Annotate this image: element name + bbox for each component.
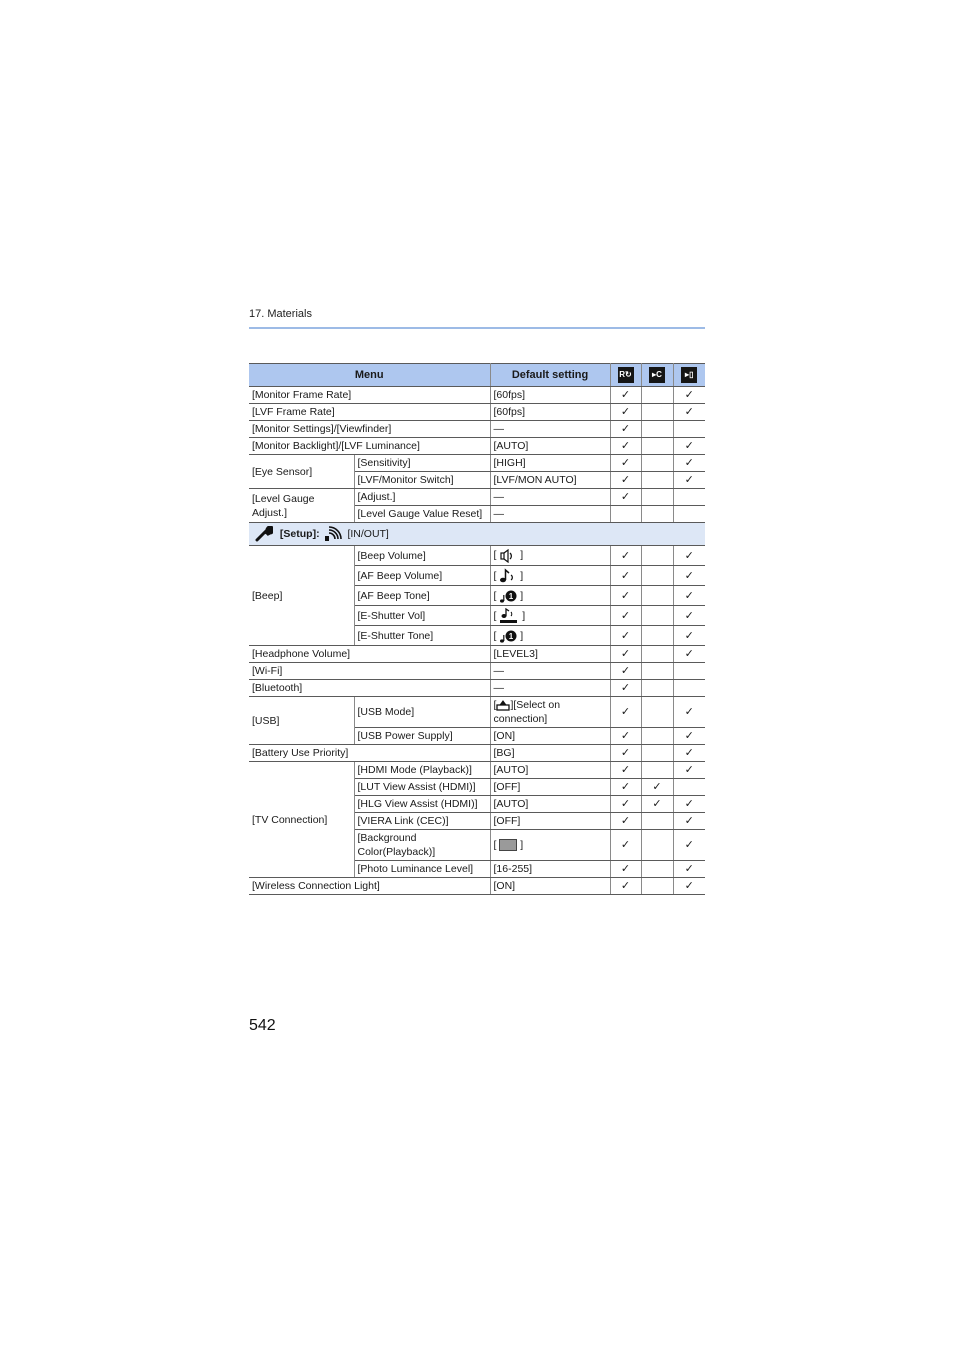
check-cell xyxy=(641,586,673,606)
check-cell xyxy=(641,387,673,404)
check-cell: ✓ xyxy=(610,680,641,697)
submenu-cell: [HDMI Mode (Playback)] xyxy=(354,762,490,779)
settings-table xyxy=(249,363,705,895)
svg-text:1: 1 xyxy=(509,591,514,601)
table-row xyxy=(249,663,705,680)
submenu-cell: [Level Gauge Value Reset] xyxy=(354,506,490,523)
default-cell: — xyxy=(490,489,610,506)
check-cell: ✓ xyxy=(673,796,705,813)
check-cell xyxy=(673,680,705,697)
submenu-cell: [USB Mode] xyxy=(354,697,490,728)
default-cell: [AUTO] xyxy=(490,796,610,813)
check-cell: ✓ xyxy=(610,546,641,566)
check-cell: ✓ xyxy=(610,421,641,438)
default-cell: — xyxy=(490,506,610,523)
music-note-tone-icon xyxy=(499,588,517,604)
check-cell: ✓ xyxy=(610,566,641,586)
check-cell: ✓ xyxy=(673,813,705,830)
check-cell xyxy=(641,506,673,523)
check-cell xyxy=(673,489,705,506)
menu-cell: [Wireless Connection Light] xyxy=(249,878,490,895)
bracket-close: ] xyxy=(520,549,524,562)
table-row xyxy=(249,546,705,566)
check-cell: ✓ xyxy=(610,779,641,796)
check-cell xyxy=(641,455,673,472)
check-cell: ✓ xyxy=(673,455,705,472)
check-cell: ✓ xyxy=(610,728,641,745)
section-value: [IN/OUT] xyxy=(347,527,389,540)
check-cell: ✓ xyxy=(673,438,705,455)
default-cell: — xyxy=(490,680,610,697)
submenu-cell: [Adjust.] xyxy=(354,489,490,506)
default-cell: [OFF] xyxy=(490,779,610,796)
check-cell xyxy=(641,878,673,895)
bracket-open: [ xyxy=(493,569,497,582)
check-cell: ✓ xyxy=(673,728,705,745)
default-cell: [60fps] xyxy=(490,404,610,421)
check-cell: ✓ xyxy=(673,546,705,566)
submenu-cell: [LUT View Assist (HDMI)] xyxy=(354,779,490,796)
check-cell: ✓ xyxy=(673,586,705,606)
menu-cell: [Monitor Backlight]/[LVF Luminance] xyxy=(249,438,490,455)
submenu-cell: [E-Shutter Vol] xyxy=(354,606,490,626)
check-cell: ✓ xyxy=(610,697,641,728)
check-cell: ✓ xyxy=(610,404,641,421)
check-cell: ✓ xyxy=(610,830,641,861)
group-cell: [Level Gauge Adjust.] xyxy=(249,489,354,523)
check-cell: ✓ xyxy=(673,387,705,404)
table-row xyxy=(249,646,705,663)
default-cell xyxy=(490,586,610,606)
menu-cell: [Monitor Frame Rate] xyxy=(249,387,490,404)
table-row xyxy=(249,762,705,779)
photo-mode-header xyxy=(610,364,641,387)
default-cell: [LEVEL3] xyxy=(490,646,610,663)
default-column-header: Default setting xyxy=(490,364,610,387)
table-row xyxy=(249,745,705,762)
check-cell: ✓ xyxy=(673,626,705,646)
default-cell: [60fps] xyxy=(490,387,610,404)
chapter-title: 17. Materials xyxy=(249,308,312,320)
bracket-close: ] xyxy=(520,839,524,851)
check-cell: ✓ xyxy=(673,861,705,878)
default-cell xyxy=(490,606,610,626)
usb-default-close: ] xyxy=(510,699,514,711)
custom-header xyxy=(673,364,705,387)
table-row xyxy=(249,878,705,895)
submenu-cell: [LVF/Monitor Switch] xyxy=(354,472,490,489)
menu-cell: [Headphone Volume] xyxy=(249,646,490,663)
bracket-open: [ xyxy=(493,839,497,851)
check-cell: ✓ xyxy=(673,830,705,861)
default-cell: [AUTO] xyxy=(490,438,610,455)
check-cell: ✓ xyxy=(610,745,641,762)
table-row xyxy=(249,404,705,421)
table-header-row xyxy=(249,364,705,387)
check-cell xyxy=(641,646,673,663)
submenu-cell: [AF Beep Tone] xyxy=(354,586,490,606)
check-cell xyxy=(641,813,673,830)
menu-cell: [Bluetooth] xyxy=(249,680,490,697)
page-number: 542 xyxy=(249,1017,276,1034)
check-cell: ✓ xyxy=(673,472,705,489)
music-note-volume-icon xyxy=(499,568,517,584)
table-row xyxy=(249,697,705,728)
default-cell: [OFF] xyxy=(490,813,610,830)
table-row xyxy=(249,387,705,404)
check-cell: ✓ xyxy=(610,472,641,489)
default-cell xyxy=(490,566,610,586)
default-cell xyxy=(490,626,610,646)
shutter-tone-icon xyxy=(499,628,517,644)
bracket-close: ] xyxy=(520,629,524,642)
select-on-connection-icon xyxy=(493,699,510,711)
table-row xyxy=(249,680,705,697)
creative-video-header xyxy=(641,364,673,387)
header-rule xyxy=(249,327,705,329)
check-cell xyxy=(641,861,673,878)
svg-text:1: 1 xyxy=(509,631,514,641)
usb-default-text: [Select on connection] xyxy=(493,699,561,725)
check-cell xyxy=(641,830,673,861)
check-cell: ✓ xyxy=(641,779,673,796)
check-cell: ✓ xyxy=(610,455,641,472)
bracket-open: [ xyxy=(493,609,497,622)
group-cell: [USB] xyxy=(249,697,354,745)
gray-background-swatch-icon xyxy=(499,839,517,851)
check-cell xyxy=(641,472,673,489)
check-cell: ✓ xyxy=(610,861,641,878)
bracket-close: ] xyxy=(522,609,526,622)
check-cell xyxy=(641,404,673,421)
check-cell: ✓ xyxy=(610,762,641,779)
check-cell: ✓ xyxy=(610,626,641,646)
speaker-volume-icon xyxy=(499,549,517,563)
check-cell xyxy=(641,566,673,586)
default-cell: [HIGH] xyxy=(490,455,610,472)
check-cell: ✓ xyxy=(673,606,705,626)
check-cell xyxy=(641,489,673,506)
check-cell: ✓ xyxy=(673,697,705,728)
check-cell xyxy=(641,745,673,762)
default-cell xyxy=(490,546,610,566)
check-cell: ✓ xyxy=(673,646,705,663)
default-cell: [ON] xyxy=(490,878,610,895)
check-cell xyxy=(641,663,673,680)
table-row xyxy=(249,438,705,455)
menu-column-header: Menu xyxy=(249,364,490,387)
group-cell: [TV Connection] xyxy=(249,762,354,878)
submenu-cell: [HLG View Assist (HDMI)] xyxy=(354,796,490,813)
check-cell xyxy=(641,546,673,566)
default-cell: [BG] xyxy=(490,745,610,762)
check-cell: ✓ xyxy=(610,878,641,895)
default-cell xyxy=(490,830,610,861)
check-cell xyxy=(641,421,673,438)
submenu-cell: [USB Power Supply] xyxy=(354,728,490,745)
default-cell: [ON] xyxy=(490,728,610,745)
table-row xyxy=(249,421,705,438)
wrench-icon xyxy=(255,526,273,542)
custom-icon: ▸▯ xyxy=(681,367,697,383)
photo-mode-icon: R↻ xyxy=(618,367,634,383)
menu-cell: [Battery Use Priority] xyxy=(249,745,490,762)
in-out-icon xyxy=(323,526,343,542)
bracket-close: ] xyxy=(520,569,524,582)
check-cell xyxy=(641,606,673,626)
check-cell: ✓ xyxy=(610,796,641,813)
check-cell: ✓ xyxy=(610,489,641,506)
bracket-open: [ xyxy=(493,699,497,711)
submenu-cell: [Sensitivity] xyxy=(354,455,490,472)
bracket-open: [ xyxy=(493,549,497,562)
check-cell: ✓ xyxy=(673,745,705,762)
bracket-open: [ xyxy=(493,629,497,642)
check-cell xyxy=(673,779,705,796)
check-cell xyxy=(641,438,673,455)
section-label: [Setup]: xyxy=(279,527,320,540)
check-cell: ✓ xyxy=(610,663,641,680)
menu-cell: [LVF Frame Rate] xyxy=(249,404,490,421)
section-row xyxy=(249,523,705,546)
table-row xyxy=(249,455,705,472)
creative-video-icon: ▸C xyxy=(649,367,665,383)
section-cell xyxy=(249,523,705,546)
submenu-cell: [AF Beep Volume] xyxy=(354,566,490,586)
submenu-cell: [E-Shutter Tone] xyxy=(354,626,490,646)
check-cell: ✓ xyxy=(673,404,705,421)
check-cell: ✓ xyxy=(610,438,641,455)
submenu-cell: [Photo Luminance Level] xyxy=(354,861,490,878)
check-cell xyxy=(673,506,705,523)
bracket-open: [ xyxy=(493,589,497,602)
check-cell xyxy=(673,421,705,438)
default-cell: — xyxy=(490,663,610,680)
default-cell xyxy=(490,697,610,728)
check-cell: ✓ xyxy=(610,387,641,404)
submenu-cell: [Background Color(Playback)] xyxy=(354,830,490,861)
submenu-cell: [Beep Volume] xyxy=(354,546,490,566)
submenu-cell: [VIERA Link (CEC)] xyxy=(354,813,490,830)
check-cell: ✓ xyxy=(610,813,641,830)
group-cell: [Eye Sensor] xyxy=(249,455,354,489)
check-cell xyxy=(673,663,705,680)
check-cell: ✓ xyxy=(641,796,673,813)
check-cell: ✓ xyxy=(673,878,705,895)
check-cell xyxy=(641,762,673,779)
default-cell: [AUTO] xyxy=(490,762,610,779)
check-cell xyxy=(610,506,641,523)
check-cell: ✓ xyxy=(610,606,641,626)
default-cell: [16-255] xyxy=(490,861,610,878)
shutter-volume-icon xyxy=(499,608,519,624)
default-cell: [LVF/MON AUTO] xyxy=(490,472,610,489)
menu-cell: [Monitor Settings]/[Viewfinder] xyxy=(249,421,490,438)
check-cell: ✓ xyxy=(610,586,641,606)
check-cell xyxy=(641,697,673,728)
check-cell xyxy=(641,680,673,697)
check-cell xyxy=(641,728,673,745)
bracket-close: ] xyxy=(520,589,524,602)
table-row xyxy=(249,489,705,506)
group-cell: [Beep] xyxy=(249,546,354,646)
default-cell: — xyxy=(490,421,610,438)
check-cell: ✓ xyxy=(673,762,705,779)
check-cell xyxy=(641,626,673,646)
menu-cell: [Wi-Fi] xyxy=(249,663,490,680)
check-cell: ✓ xyxy=(673,566,705,586)
check-cell: ✓ xyxy=(610,646,641,663)
